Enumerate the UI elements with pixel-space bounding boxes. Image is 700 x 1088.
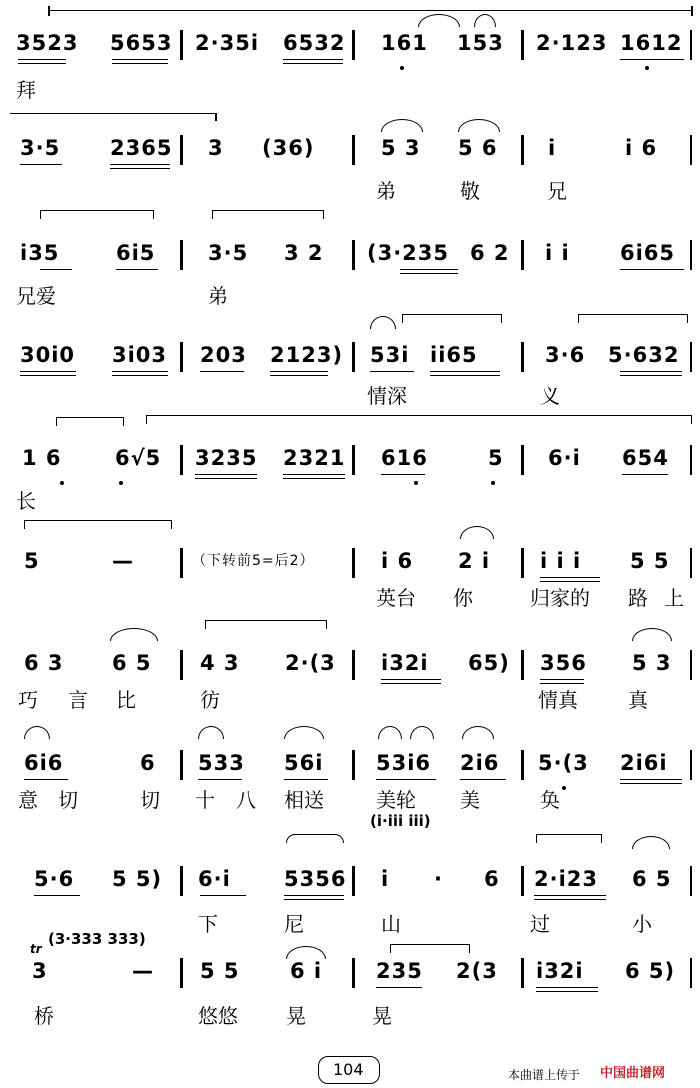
- underline: [430, 375, 500, 376]
- page-number: 104: [333, 1060, 364, 1079]
- score-row-9: [0, 812, 700, 936]
- lyric: 情真: [538, 688, 578, 712]
- barline: [352, 650, 355, 680]
- key-change-note: （下转前5=后2）: [192, 553, 315, 569]
- lyric: 晃: [286, 1004, 306, 1028]
- note-group: 65): [468, 651, 510, 675]
- underline: [116, 269, 158, 270]
- note-group: 2(3: [456, 959, 498, 983]
- octave-dot: [400, 66, 404, 70]
- note-group: 6: [484, 867, 500, 891]
- barline: [180, 548, 183, 578]
- lyric: 切: [140, 788, 160, 812]
- note-group: 616: [381, 446, 428, 470]
- score-row-7: [0, 620, 700, 724]
- note-group: 5 3: [381, 136, 421, 160]
- barline: [180, 135, 183, 165]
- note-group: 6i6: [24, 751, 64, 775]
- lyric: 弟: [376, 179, 396, 203]
- note-group: 5653: [110, 31, 173, 55]
- barline: [352, 445, 355, 475]
- barline: [180, 342, 183, 372]
- underline: [110, 164, 170, 165]
- slur: [286, 834, 344, 843]
- tie-end: [48, 6, 50, 16]
- slur: [198, 726, 224, 739]
- note-group: i i: [545, 241, 570, 265]
- barline: [690, 958, 692, 988]
- note-group: 5: [488, 446, 504, 470]
- note-group: 53i6: [376, 751, 432, 775]
- octave-dot: [562, 786, 566, 790]
- slur: [284, 726, 324, 739]
- note-group: 6: [140, 751, 156, 775]
- underline: [283, 478, 345, 479]
- note-group: 356: [540, 651, 587, 675]
- barline: [690, 135, 692, 165]
- lyric: 英台: [376, 586, 416, 610]
- note-group: 6√5: [115, 446, 162, 470]
- slur: [390, 944, 470, 953]
- note-group: 6 5: [632, 867, 672, 891]
- tie-end: [215, 113, 217, 121]
- underline: [18, 63, 66, 64]
- underline: [400, 269, 458, 270]
- note-group: i32i: [381, 651, 429, 675]
- note-group: 3235: [195, 446, 258, 470]
- underline: [18, 59, 66, 60]
- lyric: 情深: [367, 384, 407, 408]
- lyric: 上: [664, 586, 684, 610]
- slur: [56, 417, 124, 426]
- lyric: 敬: [460, 179, 480, 203]
- underline: [112, 59, 168, 60]
- note-group: i 6: [381, 549, 414, 573]
- note-group: 5·6: [34, 867, 75, 891]
- lyric: 巧: [18, 688, 38, 712]
- lyric: 美轮: [376, 788, 416, 812]
- lyric: 美: [460, 788, 480, 812]
- barline: [180, 445, 183, 475]
- note-group: 2 i: [458, 549, 491, 573]
- underline: [283, 59, 343, 60]
- note-group: 5: [24, 549, 40, 573]
- lyric: 归家的: [530, 586, 590, 610]
- barline: [180, 30, 183, 60]
- note-group: 5 5: [200, 959, 240, 983]
- lyric: 路: [628, 586, 648, 610]
- lyric: 晃: [372, 1004, 392, 1028]
- barline: [521, 866, 524, 896]
- underline: [112, 63, 168, 64]
- underline: [20, 371, 76, 372]
- underline: [20, 164, 62, 165]
- note-group: i i i: [540, 549, 582, 573]
- note-group: 3·6: [545, 343, 586, 367]
- note-group: ·: [434, 867, 443, 891]
- underline: [534, 895, 606, 896]
- underline: [24, 779, 68, 780]
- note-group: 2·(3: [285, 651, 336, 675]
- note-group: 6 5): [625, 959, 676, 983]
- underline: [536, 987, 598, 988]
- note-group: 30i0: [20, 343, 76, 367]
- slur: [24, 726, 50, 739]
- slur: [212, 210, 324, 219]
- score-row-2: [0, 105, 700, 209]
- site-logo[interactable]: 中国曲谱网: [600, 1066, 666, 1081]
- underline: [270, 375, 328, 376]
- barline: [690, 548, 692, 578]
- tie-line: [48, 10, 693, 11]
- underline: [284, 899, 344, 900]
- note-group: i32i: [536, 959, 584, 983]
- underline: [40, 269, 72, 270]
- note-group: 533: [198, 751, 245, 775]
- underline: [376, 779, 436, 780]
- lyric: 下: [198, 912, 218, 936]
- lyric: 兄爱: [16, 284, 56, 308]
- note-group: 6 i: [290, 959, 323, 983]
- score-row-4: [0, 312, 700, 416]
- slur: [370, 316, 396, 329]
- note-group: —: [112, 549, 134, 573]
- barline: [690, 866, 692, 896]
- barline: [521, 958, 524, 988]
- barline: [180, 750, 183, 780]
- underline: [112, 375, 168, 376]
- note-group: 6·i: [198, 867, 231, 891]
- underline: [536, 991, 598, 992]
- underline: [376, 987, 422, 988]
- score-row-6: [0, 518, 700, 622]
- lyric: 拜: [16, 78, 36, 102]
- note-group: 161: [381, 31, 428, 55]
- lyric: 奂: [540, 788, 560, 812]
- lyric: 悠悠: [198, 1004, 238, 1028]
- score-row-8: [0, 720, 700, 824]
- barline: [352, 240, 355, 270]
- barline: [690, 240, 692, 270]
- note-group: (36): [262, 136, 315, 160]
- note-group: 2i6: [460, 751, 500, 775]
- barline: [690, 650, 692, 680]
- underline: [381, 679, 441, 680]
- note-group: 2·35i: [195, 31, 260, 55]
- note-group: 2·i23: [534, 867, 599, 891]
- note-group: 2321: [283, 446, 346, 470]
- lyric: 八: [236, 788, 256, 812]
- note-group: 6i5: [116, 241, 156, 265]
- note-group: 3: [32, 959, 48, 983]
- score-row-1: [0, 0, 700, 104]
- barline: [352, 750, 355, 780]
- slur: [410, 726, 434, 739]
- barline: [352, 866, 355, 896]
- underline: [622, 474, 668, 475]
- barline: [352, 135, 355, 165]
- lyric: 小: [632, 912, 652, 936]
- underline: [200, 895, 246, 896]
- note-group: 153: [457, 31, 504, 55]
- underline: [620, 783, 682, 784]
- octave-dot: [60, 481, 64, 485]
- note-group: 56i: [284, 751, 324, 775]
- slur: [536, 834, 602, 843]
- barline: [521, 548, 524, 578]
- underline: [460, 779, 506, 780]
- ornament-notes: (3·333 333): [48, 930, 146, 948]
- lyric: 意: [18, 788, 38, 812]
- lyric: 十: [195, 788, 215, 812]
- note-group: 5356: [284, 867, 347, 891]
- lyric: 长: [16, 489, 36, 513]
- underline: [620, 375, 682, 376]
- barline: [180, 240, 183, 270]
- note-group: 2365: [110, 136, 173, 160]
- underline: [430, 371, 500, 372]
- note-group: 5 5: [630, 549, 670, 573]
- barline: [352, 342, 355, 372]
- note-group: 5 6: [458, 136, 498, 160]
- underline: [400, 273, 458, 274]
- underline: [195, 474, 257, 475]
- note-group: 203: [200, 343, 247, 367]
- slur: [474, 14, 496, 27]
- slur: [460, 526, 494, 539]
- score-row-10: [0, 928, 700, 1032]
- note-group: —: [132, 959, 154, 983]
- tie-line: [10, 113, 217, 114]
- underline: [198, 779, 242, 780]
- note-group: 1 6: [22, 446, 62, 470]
- underline: [284, 895, 344, 896]
- note-group: 5·(3: [538, 751, 589, 775]
- underline: [534, 899, 606, 900]
- underline: [620, 59, 684, 60]
- underline: [381, 474, 425, 475]
- barline: [521, 445, 524, 475]
- note-group: 654: [622, 446, 669, 470]
- barline: [690, 342, 692, 372]
- underline: [540, 679, 584, 680]
- note-group: 1612: [620, 31, 683, 55]
- lyric: 切: [58, 788, 78, 812]
- underline: [283, 63, 343, 64]
- score-row-5: [0, 415, 700, 519]
- note-group: 2·123: [536, 31, 608, 55]
- upload-credit: 本曲谱上传于: [508, 1068, 581, 1082]
- note-group: 6·i: [548, 446, 581, 470]
- underline: [381, 683, 441, 684]
- lyric: 弟: [208, 284, 228, 308]
- slur: [632, 836, 670, 849]
- lyric: 兄: [547, 179, 567, 203]
- lyric: 言: [68, 688, 88, 712]
- underline: [620, 269, 684, 270]
- lyric: 尼: [284, 912, 304, 936]
- note-group: 5·632: [608, 343, 680, 367]
- note-group: 3·5: [20, 136, 61, 160]
- underline: [284, 779, 328, 780]
- underline: [620, 779, 682, 780]
- underline: [540, 577, 600, 578]
- note-group: 6 3: [24, 651, 64, 675]
- note-group: ii65: [430, 343, 478, 367]
- octave-dot: [414, 481, 418, 485]
- barline: [521, 342, 524, 372]
- note-group: 6532: [283, 31, 346, 55]
- note-group: 3 2: [284, 241, 324, 265]
- note-group: 3: [208, 136, 224, 160]
- barline: [180, 866, 183, 896]
- barline: [690, 30, 692, 60]
- slur: [40, 210, 154, 219]
- barline: [521, 30, 524, 60]
- barline: [180, 650, 183, 680]
- underline: [195, 478, 257, 479]
- note-group: 6i65: [620, 241, 676, 265]
- note-group: 235: [376, 959, 423, 983]
- slur: [381, 119, 423, 132]
- barline: [690, 445, 692, 475]
- slur: [110, 628, 158, 641]
- note-group: 4 3: [200, 651, 240, 675]
- note-group: i: [381, 867, 390, 891]
- lyric: 彷: [200, 688, 220, 712]
- slur: [578, 314, 688, 323]
- lyric: 比: [116, 688, 136, 712]
- barline: [352, 958, 355, 988]
- barline: [352, 30, 355, 60]
- note-group: i35: [20, 241, 60, 265]
- underline: [270, 371, 328, 372]
- lyric: 山: [381, 912, 401, 936]
- lyric: 真: [628, 688, 648, 712]
- note-group: 6 2: [470, 241, 510, 265]
- octave-dot: [645, 66, 649, 70]
- note-group: 3523: [16, 31, 79, 55]
- note-group: 3·5: [208, 241, 249, 265]
- underline: [112, 371, 168, 372]
- ornament-notes: (i·iii iii): [370, 812, 431, 830]
- lyric: 过: [530, 912, 550, 936]
- note-group: i 6: [625, 136, 658, 160]
- underline: [110, 168, 170, 169]
- note-group: 5 5): [112, 867, 163, 891]
- slur: [378, 726, 402, 739]
- underline: [34, 895, 80, 896]
- barline: [352, 548, 355, 578]
- underline: [283, 474, 345, 475]
- slur: [418, 14, 460, 27]
- score-row-3: [0, 210, 700, 314]
- barline: [521, 650, 524, 680]
- slur: [458, 119, 500, 132]
- underline: [620, 371, 682, 372]
- lyric: 桥: [34, 1004, 54, 1028]
- slur: [632, 628, 672, 641]
- underline: [20, 375, 76, 376]
- lyric: 义: [540, 384, 560, 408]
- underline: [370, 371, 414, 372]
- underline: [200, 371, 244, 372]
- tie-end: [691, 6, 693, 16]
- barline: [690, 750, 692, 780]
- note-group: 3i03: [112, 343, 168, 367]
- slur: [24, 520, 172, 529]
- barline: [521, 240, 524, 270]
- slur: [402, 314, 502, 323]
- lyric: 你: [453, 586, 473, 610]
- trill-mark: tr: [30, 942, 42, 956]
- note-group: (3·235: [367, 241, 450, 265]
- octave-dot: [491, 481, 495, 485]
- barline: [521, 135, 524, 165]
- barline: [521, 750, 524, 780]
- note-group: 53i: [370, 343, 410, 367]
- slur: [205, 620, 327, 629]
- slur: [146, 415, 692, 424]
- slur: [462, 726, 494, 739]
- note-group: 2123): [270, 343, 344, 367]
- note-group: 2i6i: [620, 751, 668, 775]
- lyric: 相送: [284, 788, 324, 812]
- note-group: i: [548, 136, 557, 160]
- note-group: 5 3: [632, 651, 672, 675]
- octave-dot: [119, 481, 123, 485]
- barline: [180, 958, 183, 988]
- note-group: 6 5: [112, 651, 152, 675]
